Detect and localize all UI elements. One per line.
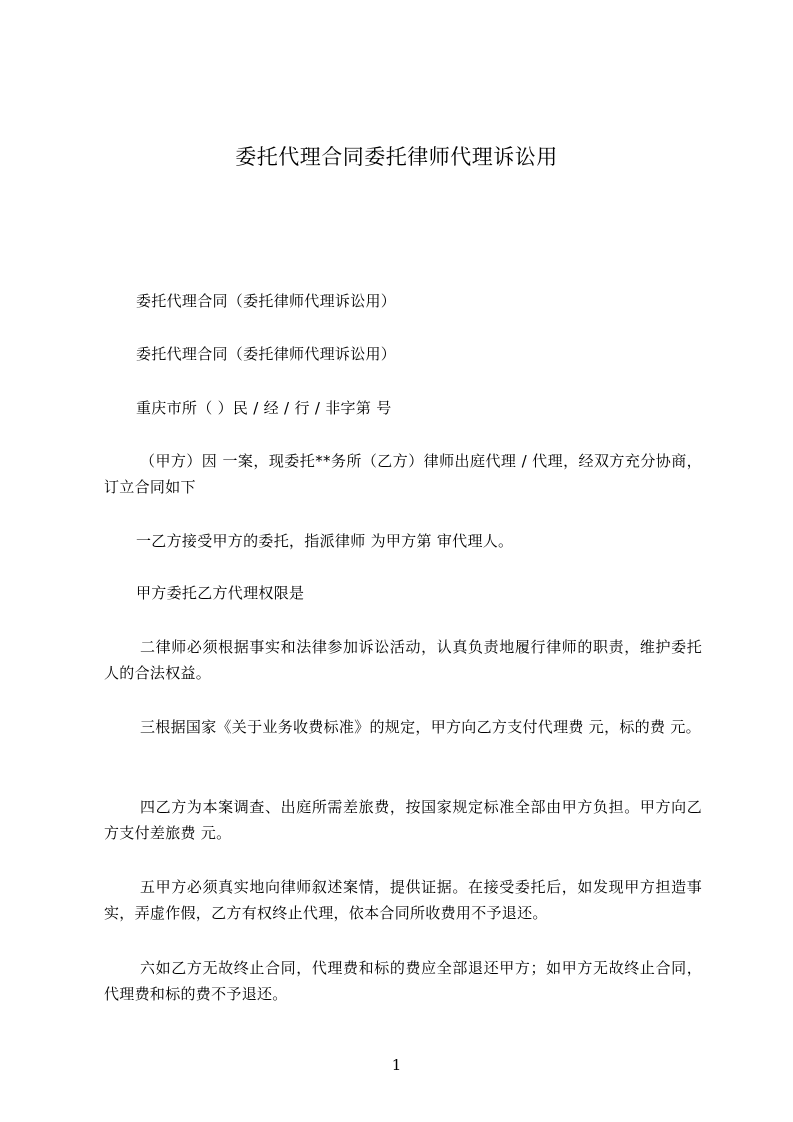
paragraph-clause-1: 一乙方接受甲方的委托，指派律师 为甲方第 审代理人。 bbox=[136, 532, 514, 550]
paragraph-clause-5: 五甲方必须真实地向律师叙述案情，提供证据。在接受委托后，如发现甲方担造事实，弄虚作假，乙方有权终止代理，依本合同所收费用不予退还。 bbox=[104, 878, 702, 922]
paragraph-clause-4: 四乙方为本案调查、出庭所需差旅费，按国家规定标准全部由甲方负担。甲方向乙方支付差旅费 元。 bbox=[104, 798, 702, 842]
paragraph-clause-6: 六如乙方无故终止合同，代理费和标的费应全部退还甲方；如甲方无故终止合同，代理费和标的费不予退还。 bbox=[104, 959, 702, 1003]
paragraph-authority: 甲方委托乙方代理权限是 bbox=[136, 584, 305, 602]
paragraph-clause-3: 三根据国家《关于业务收费标准》的规定，甲方向乙方支付代理费 元，标的费 元。 bbox=[140, 718, 701, 736]
paragraph-case-number: 重庆市所（ ）民 / 经 / 行 / 非字第 号 bbox=[136, 399, 392, 417]
document-title: 委托代理合同委托律师代理诉讼用 bbox=[235, 145, 558, 169]
paragraph-heading-1: 委托代理合同（委托律师代理诉讼用） bbox=[136, 292, 397, 310]
paragraph-clause-2: 二律师必须根据事实和法律参加诉讼活动，认真负责地履行律师的职责，维护委托人的合法权益。 bbox=[104, 638, 702, 682]
paragraph-heading-2: 委托代理合同（委托律师代理诉讼用） bbox=[136, 345, 397, 363]
paragraph-preamble: （甲方）因 一案，现委托**务所（乙方）律师出庭代理 / 代理，经双方充分协商，订立合同如下 bbox=[104, 452, 702, 496]
page-number: 1 bbox=[391, 1056, 402, 1074]
